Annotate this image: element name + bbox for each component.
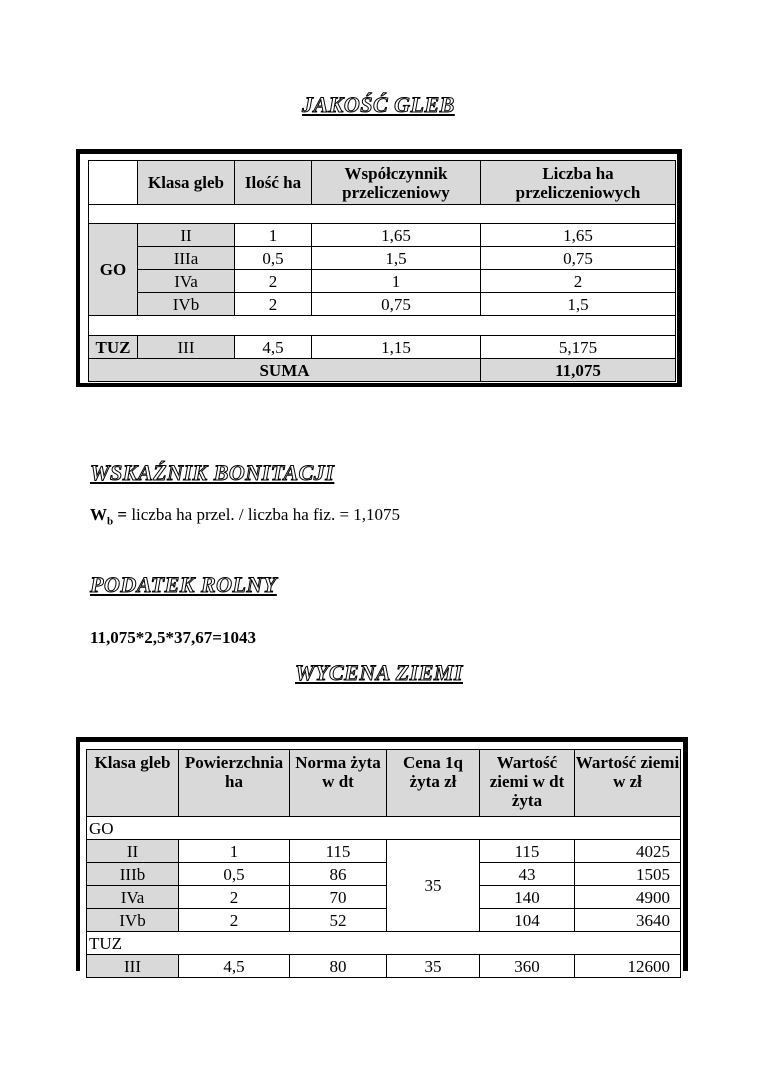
converted-cell: 2 xyxy=(481,270,676,293)
table-row xyxy=(89,293,676,316)
norm-cell: 115 xyxy=(290,840,387,863)
header-soil-class: Klasa gleb xyxy=(87,750,179,817)
table-row xyxy=(87,863,681,886)
soil-class-cell: II xyxy=(87,840,179,863)
value-zl-cell: 12600 xyxy=(575,955,681,978)
area-cell: 2 xyxy=(179,909,290,932)
value-dt-cell: 140 xyxy=(480,886,575,909)
factor-cell: 1,5 xyxy=(312,247,481,270)
bonitation-symbol: W xyxy=(90,505,107,524)
header-rye-price: Cena 1q żyta zł xyxy=(387,750,480,817)
soil-class-cell: IIIa xyxy=(138,247,235,270)
area-cell: 1 xyxy=(179,840,290,863)
header-value-zl: Wartość ziemi w zł xyxy=(575,750,681,817)
table-header-row xyxy=(89,161,676,205)
soil-class-cell: IVa xyxy=(87,886,179,909)
group-tuz-label: TUZ xyxy=(89,336,138,359)
sum-value: 11,075 xyxy=(481,359,676,382)
group-tuz-label: TUZ xyxy=(87,932,681,955)
table-row xyxy=(89,336,676,359)
table-row xyxy=(87,909,681,932)
table-header-row xyxy=(87,750,681,817)
area-cell: 4,5 xyxy=(179,955,290,978)
area-cell: 1 xyxy=(235,224,312,247)
table-row xyxy=(87,955,681,978)
sum-label: SUMA xyxy=(89,359,481,382)
soil-quality-table xyxy=(88,160,676,382)
tax-formula: 11,075*2,5*37,67=1043 xyxy=(90,628,256,647)
factor-cell: 1,65 xyxy=(312,224,481,247)
soil-class-cell: IVb xyxy=(87,909,179,932)
quality-heading: JAKOŚĆ GLEB xyxy=(302,92,455,117)
factor-cell: 0,75 xyxy=(312,293,481,316)
group-go-label: GO xyxy=(89,224,138,316)
header-soil-class: Klasa gleb xyxy=(138,161,235,205)
norm-cell: 52 xyxy=(290,909,387,932)
group-row xyxy=(87,817,681,840)
soil-class-cell: II xyxy=(138,224,235,247)
table-spacer-row xyxy=(89,205,676,224)
soil-class-cell: IVa xyxy=(138,270,235,293)
tax-heading: PODATEK ROLNY xyxy=(90,572,277,597)
converted-cell: 1,5 xyxy=(481,293,676,316)
area-cell: 2 xyxy=(235,293,312,316)
norm-cell: 80 xyxy=(290,955,387,978)
table-row xyxy=(89,270,676,293)
area-cell: 4,5 xyxy=(235,336,312,359)
value-dt-cell: 43 xyxy=(480,863,575,886)
value-dt-cell: 360 xyxy=(480,955,575,978)
valuation-table xyxy=(86,749,681,978)
header-conversion-factor: Współczynnik przeliczeniowy xyxy=(312,161,481,205)
valuation-heading: WYCENA ZIEMI xyxy=(295,660,463,685)
table-row xyxy=(89,224,676,247)
sum-row xyxy=(89,359,676,382)
table-spacer-row xyxy=(89,316,676,336)
converted-cell: 1,65 xyxy=(481,224,676,247)
header-empty-cell xyxy=(89,161,138,205)
converted-cell: 0,75 xyxy=(481,247,676,270)
area-cell: 0,5 xyxy=(235,247,312,270)
area-cell: 2 xyxy=(235,270,312,293)
bonitation-equals: = xyxy=(113,505,128,524)
value-zl-cell: 3640 xyxy=(575,909,681,932)
table-row xyxy=(87,840,681,863)
table-row xyxy=(87,886,681,909)
bonitation-formula xyxy=(90,505,400,527)
soil-class-cell: IVb xyxy=(138,293,235,316)
bonitation-subscript: b xyxy=(107,515,114,528)
factor-cell: 1,15 xyxy=(312,336,481,359)
norm-cell: 86 xyxy=(290,863,387,886)
header-converted-hectares: Liczba ha przeliczeniowych xyxy=(481,161,676,205)
spacer-cell xyxy=(89,205,676,224)
table-row xyxy=(89,247,676,270)
group-go-label: GO xyxy=(87,817,681,840)
header-area: Powierzchnia ha xyxy=(179,750,290,817)
price-cell: 35 xyxy=(387,840,480,932)
header-value-dt: Wartość ziemi w dt żyta xyxy=(480,750,575,817)
value-zl-cell: 4900 xyxy=(575,886,681,909)
price-cell: 35 xyxy=(387,955,480,978)
group-row xyxy=(87,932,681,955)
header-area: Ilość ha xyxy=(235,161,312,205)
soil-class-cell: III xyxy=(138,336,235,359)
soil-class-cell: III xyxy=(87,955,179,978)
spacer-cell xyxy=(89,316,676,336)
factor-cell: 1 xyxy=(312,270,481,293)
value-dt-cell: 115 xyxy=(480,840,575,863)
bonitation-heading: WSKAŹNIK BONITACJI xyxy=(90,460,335,485)
area-cell: 0,5 xyxy=(179,863,290,886)
soil-class-cell: IIIb xyxy=(87,863,179,886)
value-zl-cell: 4025 xyxy=(575,840,681,863)
bonitation-expression: liczba ha przel. / liczba ha fiz. = 1,1075 xyxy=(127,505,401,524)
norm-cell: 70 xyxy=(290,886,387,909)
value-dt-cell: 104 xyxy=(480,909,575,932)
header-rye-norm: Norma żyta w dt xyxy=(290,750,387,817)
value-zl-cell: 1505 xyxy=(575,863,681,886)
area-cell: 2 xyxy=(179,886,290,909)
converted-cell: 5,175 xyxy=(481,336,676,359)
